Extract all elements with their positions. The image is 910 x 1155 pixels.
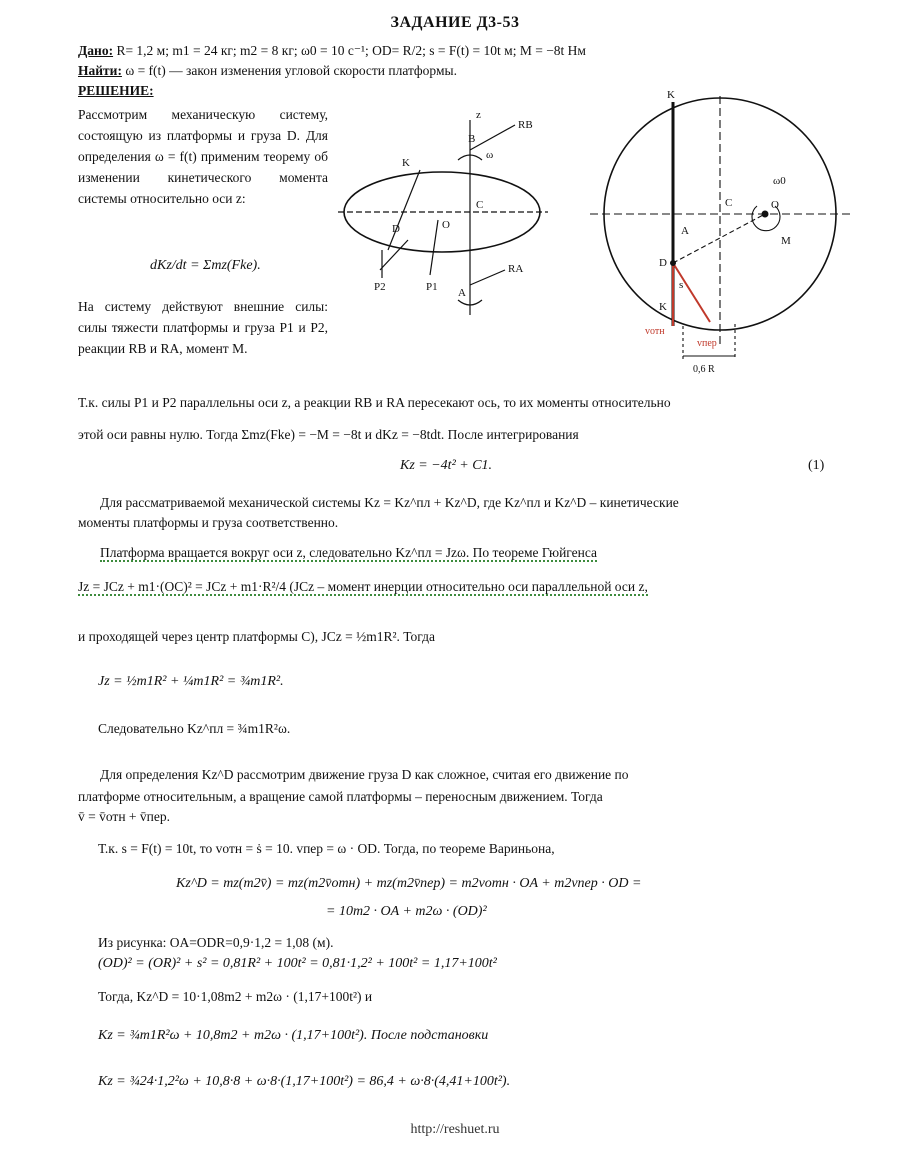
- huygens-text: Jz = JCz + m1·(OC)² = JCz + m1·R²/4 (JCz – момент инерции относительно оси параллельной оси z,: [78, 579, 648, 594]
- label-omega: ω: [486, 149, 494, 161]
- label-a-top: A: [681, 225, 689, 237]
- intro-paragraph: Рассмотрим механическую систему, состоящую из платформы и груза D. Для определения ω = f(t) применим теорему об изменении кинетического момента системы относительно оси z:: [78, 107, 328, 206]
- od-segment: [673, 214, 765, 263]
- label-o: O: [442, 219, 450, 231]
- load-line-2: платформе относительным, а вращение самой платформы – переносным движением. Тогда: [78, 789, 603, 804]
- find-row: [78, 62, 457, 80]
- kpl-line: Следовательно Kz^пл = ¾m1R²ω.: [98, 721, 291, 736]
- forces-paragraph: На систему действуют внешние силы: силы тяжести платформы и груза P1 и P2, реакции RB и RA, момент M.: [78, 299, 328, 356]
- find-text: ω = f(t) — закон изменения угловой скорости платформы.: [125, 63, 457, 78]
- label-ra: RA: [508, 263, 524, 275]
- reaction-line-1: Т.к. силы P1 и P2 параллельны оси z, а реакции RB и RA пересекают ось, то их моменты относительно: [78, 395, 671, 410]
- center-point: [762, 211, 769, 218]
- find-label: Найти:: [78, 63, 122, 78]
- reaction-ra-arrow: [470, 270, 505, 285]
- speed-line: Т.к. s = F(t) = 10t, то vотн = ṡ = 10. vпер = ω · OD. Тогда, по теореме Вариньона,: [98, 841, 555, 856]
- system-line-1: Для рассматриваемой механической системы Kz = Kz^пл + Kz^D, где Kz^пл и Kz^D – кинетические: [100, 495, 679, 510]
- label-c: C: [476, 199, 484, 211]
- load-line-1: Для определения Kz^D рассмотрим движение груза D как сложное, считая его движение по: [100, 767, 629, 782]
- label-v-rel: vотн: [645, 326, 665, 337]
- label-z: z: [476, 109, 481, 121]
- rotation-text: Платформа вращается вокруг оси z, следовательно Kz^пл = Jzω. По теореме Гюйгенса: [100, 545, 598, 560]
- solution-label: РЕШЕНИЕ:: [78, 83, 154, 98]
- page-title: ЗАДАНИЕ Д3-53: [390, 14, 520, 31]
- varignon-formula: Kz^D = mz(m2v̄) = mz(m2v̄отн) + mz(m2v̄пер) = m2vотн · OA + m2vпер · OD =: [176, 876, 642, 891]
- label-k: K: [402, 157, 410, 169]
- label-k-top: K: [667, 89, 675, 101]
- label-p1: P1: [426, 281, 438, 293]
- reaction-line-2: этой оси равны нулю. Тогда Σmz(Fke) = −M = −8t и dKz = −8tdt. После интегрирования: [78, 427, 579, 442]
- jz-formula: Jz = ½m1R² + ¼m1R² = ¾m1R².: [98, 674, 284, 689]
- label-rb: RB: [518, 119, 533, 131]
- label-omega0: ω0: [773, 175, 786, 187]
- od-formula: (OD)² = (OR)² + s² = 0,81R² + 100t² = 0,81·1,2² + 100t² = 1,17+100t²: [98, 956, 497, 971]
- varignon-formula-2: = 10m2 · OA + m2ω · (OD)²: [326, 904, 487, 919]
- integrated-formula: Kz = −4t² + C1.: [400, 458, 493, 473]
- label-a: A: [458, 287, 466, 299]
- label-d-top: D: [659, 257, 667, 269]
- kz-numeric-formula: Kz = ¾24·1,2²ω + 10,8·8 + ω·8·(1,17+100t²) = 86,4 + ω·8·(4,41+100t²).: [98, 1074, 511, 1089]
- point-d: [670, 260, 676, 266]
- weight-p1-arrow: [430, 220, 438, 275]
- v-tr-vector: [673, 263, 710, 322]
- label-s: s: [679, 279, 684, 291]
- chord-line: [388, 170, 420, 250]
- given-row: [78, 42, 586, 60]
- label-v-tr: vпер: [697, 338, 717, 349]
- then-line: Тогда, Kz^D = 10·1,08m2 + m2ω · (1,17+100t²) и: [98, 989, 373, 1004]
- label-m: M: [781, 235, 791, 247]
- system-line-2: моменты платформы и груза соответственно.: [78, 515, 339, 530]
- huygens-line-2: и проходящей через центр платформы С), JCz = ½m1R². Тогда: [78, 629, 435, 644]
- rotation-line: [100, 544, 597, 562]
- label-p2: P2: [374, 281, 386, 293]
- huygens-line: [78, 578, 648, 596]
- figure-line: Из рисунка: OA=ODR=0,9·1,2 = 1,08 (м).: [98, 935, 334, 950]
- given-label: Дано:: [78, 43, 114, 58]
- dimension-label: 0,6 R: [693, 364, 715, 375]
- equation-number: (1): [808, 458, 825, 473]
- label-c-top: C: [725, 197, 733, 209]
- top-view-figure: [585, 88, 855, 378]
- given-text: R= 1,2 м; m1 = 24 кг; m2 = 8 кг; ω0 = 10 с⁻¹; OD= R/2; s = F(t) = 10t м; M = −8t Нм: [116, 43, 586, 58]
- theorem-formula: dKz/dt = Σmz(Fke).: [150, 258, 261, 273]
- platform-figure: [330, 100, 560, 340]
- label-d: D: [392, 223, 400, 235]
- kz-total-formula: Kz = ¾m1R²ω + 10,8m2 + m2ω · (1,17+100t²). После подстановки: [98, 1028, 489, 1043]
- source-url: http://reshuet.ru: [410, 1122, 500, 1137]
- load-line-3: v̄ = v̄отн + v̄пер.: [78, 809, 171, 824]
- reaction-rb-arrow: [470, 125, 515, 150]
- label-k-bottom: K: [659, 301, 667, 313]
- label-b: B: [468, 133, 476, 145]
- label-o-top: O: [771, 199, 779, 211]
